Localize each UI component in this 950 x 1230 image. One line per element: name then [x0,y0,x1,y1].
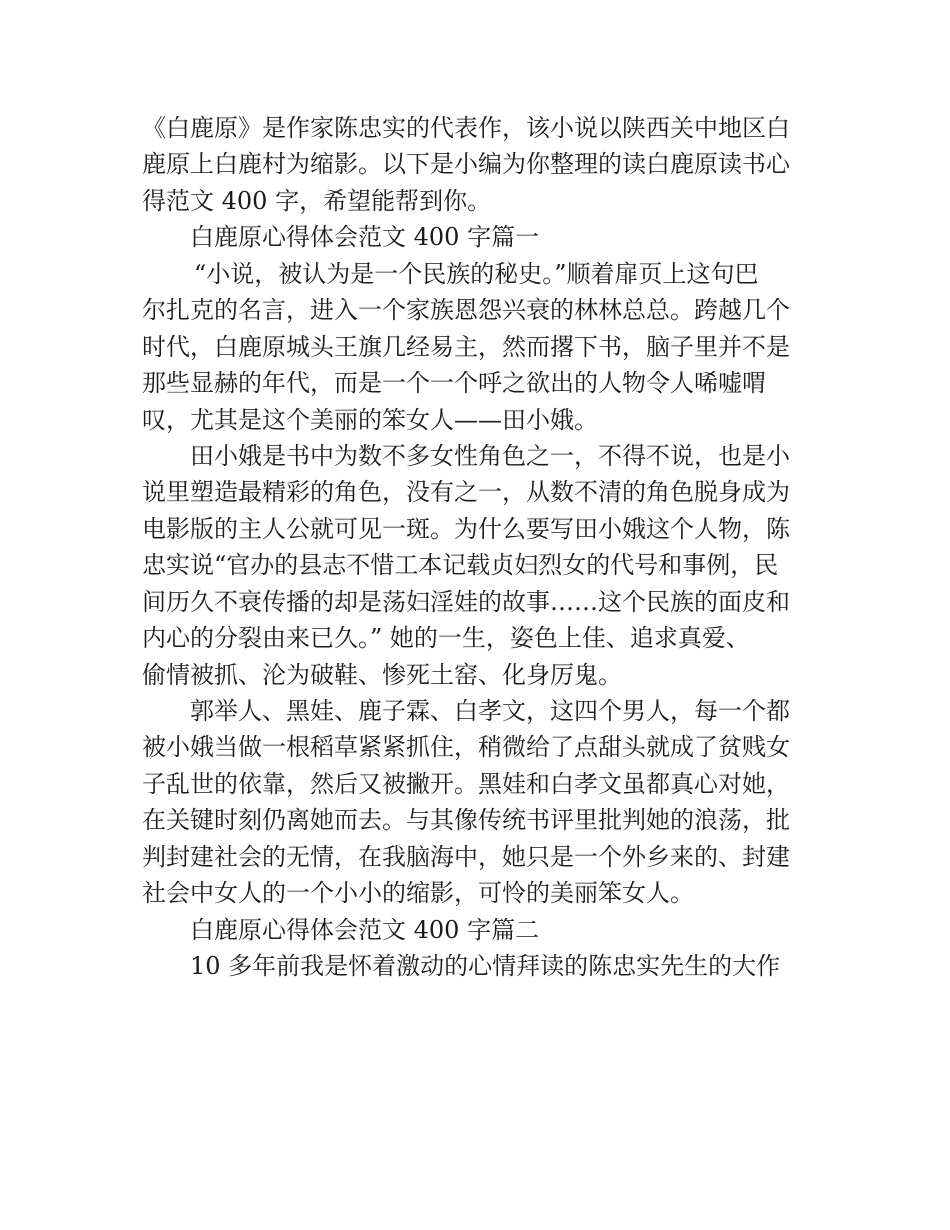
text-line: 内心的分裂由来已久。” 她的一生，姿色上佳、追求真爱、 [142,624,750,653]
section-heading-2: 白鹿原心得体会范文 400 字篇二 [190,915,540,944]
text-line: 被小娥当做一根稻草紧紧抓住，稍微给了点甜头就成了贫贱女 [142,733,790,762]
text-line: 说里塑造最精彩的角色，没有之一，从数不清的角色脱身成为 [142,478,790,507]
text-line: 得范文 400 字，希望能帮到你。 [142,186,492,215]
text-line: 那些显赫的年代，而是一个一个呼之欲出的人物令人唏嘘喟 [142,369,766,398]
text-line: 偷情被抓、沦为破鞋、惨死土窑、化身厉鬼。 [142,660,622,689]
text-line: 叹，尤其是这个美丽的笨女人——田小娥。 [142,405,598,434]
text-line: 忠实说“官办的县志不惜工本记载贞妇烈女的代号和事例，民 [142,551,779,580]
text-line: 田小娥是书中为数不多女性角色之一，不得不说，也是小 [190,441,790,470]
text-line: 郭举人、黑娃、鹿子霖、白孝文，这四个男人，每一个都 [190,697,790,725]
text-line: 在关键时刻仍离她而去。与其像传统书评里批判她的浪荡，批 [142,806,790,835]
text-line: 判封建社会的无情，在我脑海中，她只是一个外乡来的、封建 [142,842,790,871]
text-line: 尔扎克的名言，进入一个家族恩怨兴衰的林林总总。跨越几个 [142,296,790,325]
text-line: 间历久不衰传播的却是荡妇淫娃的故事……这个民族的面皮和 [142,587,790,616]
text-line: 《白鹿原》是作家陈忠实的代表作，该小说以陕西关中地区白 [142,114,790,142]
section-heading-1: 白鹿原心得体会范文 400 字篇一 [190,223,540,252]
text-line: 社会中女人的一个小小的缩影，可怜的美丽笨女人。 [142,879,694,908]
document-page [142,110,812,985]
text-line: 鹿原上白鹿村为缩影。以下是小编为你整理的读白鹿原读书心 [142,150,790,179]
text-line: 子乱世的依靠，然后又被撇开。黑娃和白孝文虽都真心对她， [142,769,790,798]
text-line: “小说，被认为是一个民族的秘史。”顺着扉页上这句巴 [194,259,759,288]
text-line: 电影版的主人公就可见一斑。为什么要写田小娥这个人物，陈 [142,514,790,543]
text-line: 时代，白鹿原城头王旗几经易主，然而撂下书，脑子里并不是 [142,332,790,361]
text-line: 10 多年前我是怀着激动的心情拜读的陈忠实先生的大作 [190,952,781,981]
